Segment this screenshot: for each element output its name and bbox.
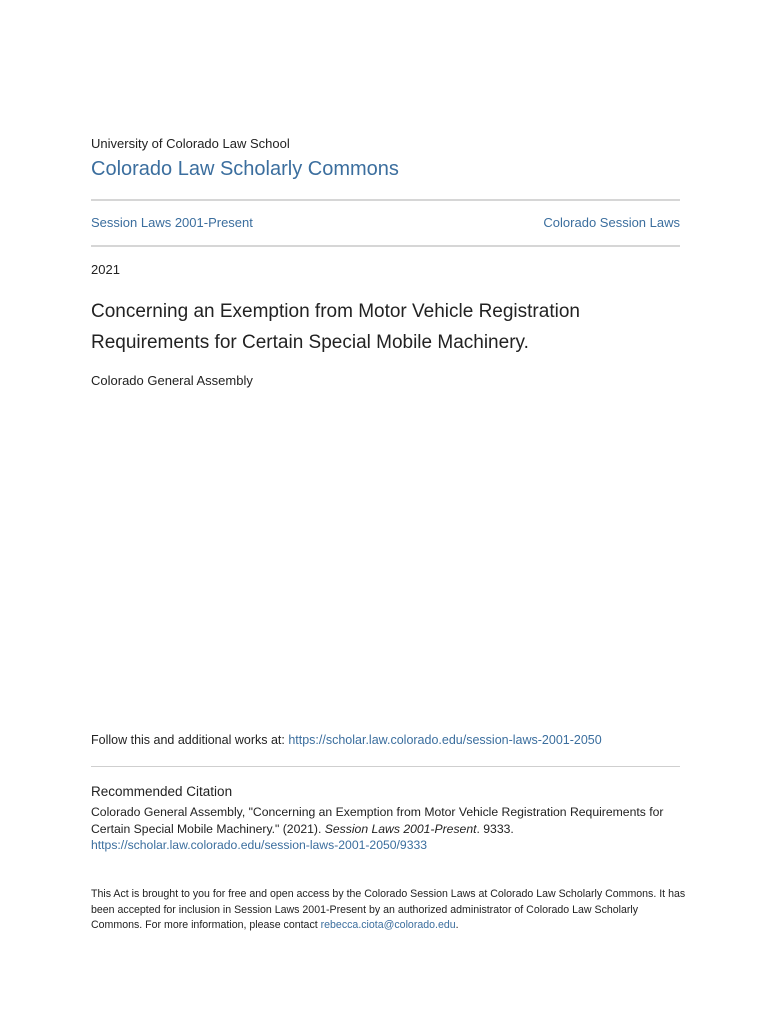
- citation-text: Colorado General Assembly, "Concerning an Exemption from Motor Vehicle Registration Requirements for Certain Special Mobile Machinery." (2021).: [91, 805, 664, 836]
- divider-breadcrumbs: [91, 245, 680, 247]
- follow-line: [91, 733, 602, 747]
- access-end: .: [455, 919, 459, 931]
- cover-page: [91, 0, 686, 1024]
- repository-link[interactable]: Colorado Law Scholarly Commons: [91, 158, 399, 180]
- citation-number: . 9333.: [476, 821, 514, 836]
- citation-link[interactable]: https://scholar.law.colorado.edu/session-laws-2001-2050/9333: [91, 838, 428, 852]
- document-author: Colorado General Assembly: [91, 373, 253, 388]
- divider-citation: [91, 766, 680, 767]
- citation-series: Session Laws 2001-Present: [324, 821, 477, 836]
- collection-link[interactable]: Session Laws 2001-Present: [91, 215, 253, 230]
- institution-name: University of Colorado Law School: [91, 136, 290, 151]
- access-text: This Act is brought to you for free and open access by the Colorado Session Laws at Colorado Law Scholarly Commons. It has been accepted for inclusion in Session Laws 2001-Present by an authorized administrator of Colorado Law Scholarly Commons. For more information, please contact: [91, 888, 686, 931]
- follow-prefix: Follow this and additional works at:: [91, 733, 289, 747]
- access-statement: [91, 887, 686, 934]
- contact-email-link[interactable]: rebecca.ciota@colorado.edu: [320, 919, 456, 931]
- citation-heading: Recommended Citation: [91, 784, 233, 799]
- citation-block: [91, 804, 686, 854]
- follow-link[interactable]: https://scholar.law.colorado.edu/session-laws-2001-2050: [288, 733, 602, 747]
- document-title: Concerning an Exemption from Motor Vehicle Registration Requirements for Certain Special Mobile Machinery.: [91, 301, 580, 353]
- parent-collection-link[interactable]: Colorado Session Laws: [543, 215, 680, 230]
- divider-top: [91, 199, 680, 201]
- publication-year: 2021: [91, 262, 120, 277]
